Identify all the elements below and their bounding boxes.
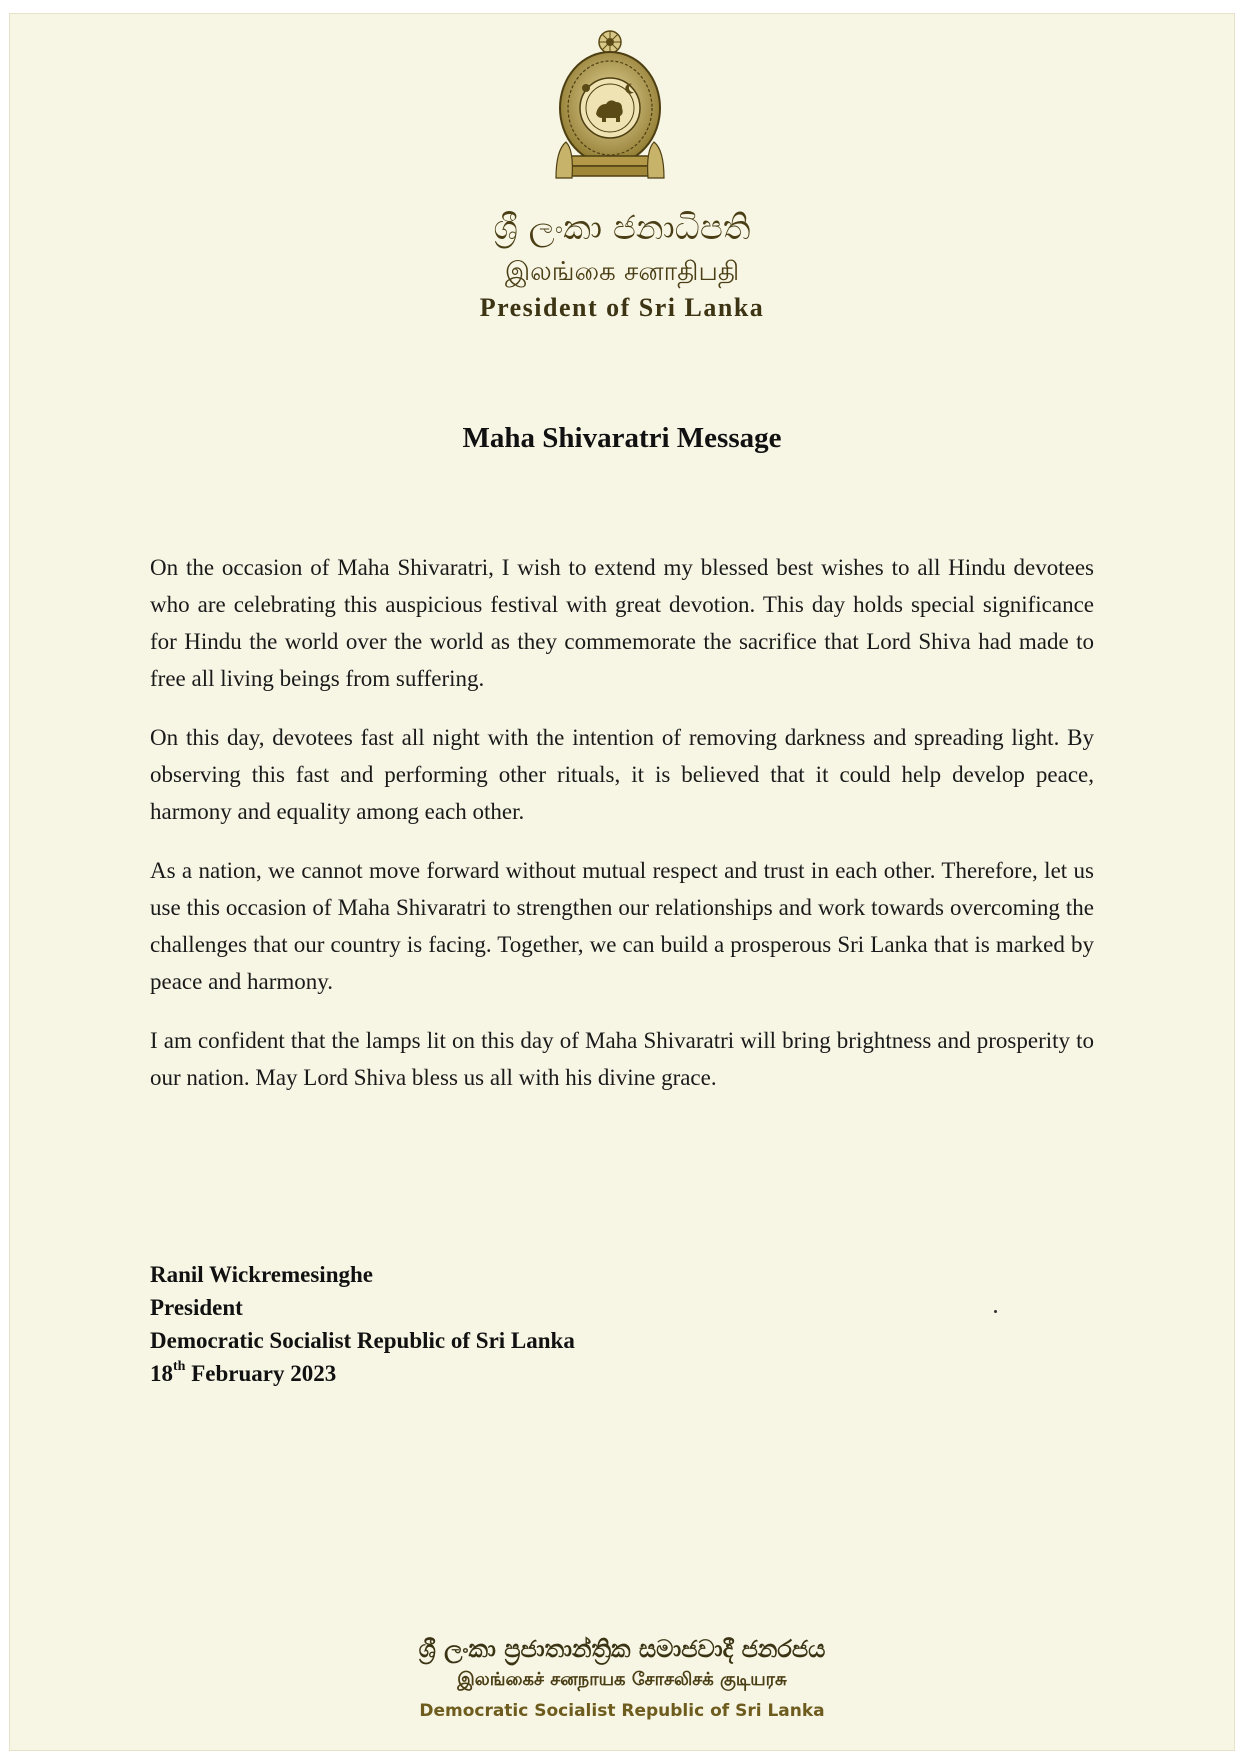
message-title: Maha Shivaratri Message [462, 422, 782, 454]
signatory-country: Democratic Socialist Republic of Sri Lanka [150, 1328, 575, 1353]
letterhead-sinhala: ශ්‍රී ලංකා ජනාධිපති [493, 208, 751, 248]
message-body [150, 549, 1094, 1118]
date-month-year: February 2023 [185, 1361, 337, 1386]
paragraph: On this day, devotees fast all night with the intention of removing darkness and spreading light. By observing this fast and performing other rituals, it is believed that it could help develop peace, harmony and equality among each other. [150, 725, 1094, 824]
paper-speck [994, 1310, 997, 1313]
date-suffix: th [173, 1359, 186, 1375]
letterhead-english: President of Sri Lanka [479, 293, 765, 322]
signatory-name: Ranil Wickremesinghe [150, 1262, 373, 1287]
paragraph: As a nation, we cannot move forward without mutual respect and trust in each other. Therefore, let us use this occasion of Maha Shivaratri to strengthen our relationships and work towards overcoming the challenges that our country is facing. Together, we can build a prosperous Sri Lanka that is marked by peace and harmony. [150, 858, 1094, 994]
signature-date [150, 1357, 575, 1390]
paragraph: I am confident that the lamps lit on this day of Maha Shivaratri will bring brightness and prosperity to our nation. May Lord Shiva bless us all with his divine grace. [150, 1028, 1094, 1090]
letter-page [9, 13, 1235, 1751]
date-day: 18 [150, 1361, 173, 1386]
paragraph: On the occasion of Maha Shivaratri, I wish to extend my blessed best wishes to all Hindu devotees who are celebrating this auspicious festival with great devotion. This day holds special significance for Hindu the world over the world as they commemorate the sacrifice that Lord Shiva had made to free all living beings from suffering. [150, 555, 1094, 691]
footer-tamil: இலங்கைச் சனநாயக சோசலிசக் குடியரசு [457, 1669, 787, 1690]
signature-block [150, 1258, 575, 1390]
footer-english: Democratic Socialist Republic of Sri Lanka [419, 1701, 825, 1721]
footer-sinhala: ශ්‍රී ලංකා ප්‍රජාතාන්ත්‍රික සමාජවාදී ජනරජය [418, 1635, 826, 1663]
letterhead-tamil: இலங்கை சனாதிபதி [504, 257, 740, 287]
signatory-position: President [150, 1295, 243, 1320]
state-emblem-icon [550, 28, 670, 182]
